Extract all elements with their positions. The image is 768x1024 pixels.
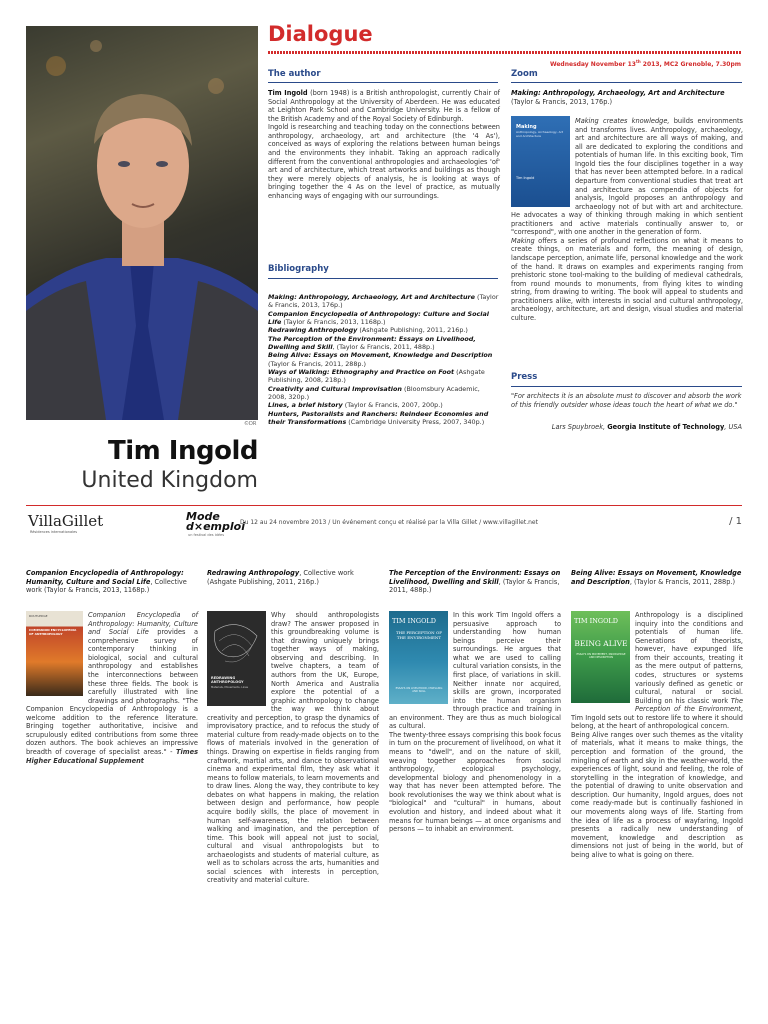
mode-demploi-logo: Mode d×emploi bbox=[186, 510, 245, 534]
title-divider bbox=[268, 51, 742, 54]
book-2-title: Redrawing Anthropology, Collective work (Ashgate Publishing, 2011, 216p.) bbox=[207, 569, 354, 586]
bibliography-heading: Bibliography bbox=[268, 264, 329, 274]
bibliography-item: Redrawing Anthropology (Ashgate Publishing, 2011, 216p.) bbox=[268, 326, 468, 335]
author-rule bbox=[268, 82, 498, 83]
bibliography-item: Ways of Walking: Ethnography and Practice on Foot (Ashgate Publishing, 2008, 218p.) bbox=[268, 367, 485, 385]
mode-demploi-tagline: un festival des idées bbox=[188, 533, 225, 537]
author-portrait bbox=[26, 26, 258, 420]
page-title: Dialogue bbox=[268, 22, 373, 46]
bibliography-item: The Perception of the Environment: Essays on Livelihood, Dwelling and Skill, (Taylor & Francis, 2011, 488p.) bbox=[268, 334, 476, 351]
book-1-description: Companion Encyclopedia of Anthropology: Humanity, Culture and Social Life provides a comprehensive survey of contemporary thinking in biological, social and cultural anthropology and establishes the interconnections between these three fields. The book is carefully illustrated with line drawings and photographs. "The Companion Encyclopedia of Anthropology is a welcome addition to the reference literature. Bringing together authoritative, incisive and scrupulously edited contributions from some three dozen authors. The book achieves an impressive breadth of coverage of specialist areas." - Times Higher Educational Supplement bbox=[26, 611, 198, 765]
book-2-description: Why should anthropologists draw? The answer proposed in this groundbreaking volume is that drawing uniquely brings together ways of making, observing and describing. In twelve chapters, a team of authors from the UK, Europe, North America and Australia explore the potential of a graphic anthropology to change the way we think about creativity and perception, to grasp the dynamics of improvisatory practice, and to refocus the study of material culture from ready-made objects on to the flows of materials involved in the generation of things. Drawing on expertise in fields ranging from craftwork, martial arts, and dance to observational cinema and experimental film, they ask what it means to follow materials, to learn movements and to draw lines. Along the way, they contribute to key debates on what happens in making, the relation between design and performance, how people acquire bodily skills, the place of movement in human self-awareness, the relation between walking and imagination, and the perception of time. This book will appeal not just to social, cultural and visual anthropologists but to archaeologists and students of material culture, as well as to scholars across the arts, humanities and social sciences with interests in perception, creativity and material culture. bbox=[207, 611, 379, 885]
book-4-description: Anthropology is a disciplined inquiry into the conditions and potentials of human life. Generations of theorists, however, have expunged life from their accounts, treating it as the mere output of patterns, codes, structures or systems variously defined as genetic or cultural, natural or social. Building on his classic work The Perception of the Environment, Tim Ingold sets out to restore life to where it should belong, at the heart of anthropological concern. Being Alive ranges over such themes as the vitality of materials, what it means to make things, the perception and formation of the ground, the mingling of earth and sky in the weather-world, the experiences of light, sound and feeling, the role of storytelling in the integration of knowledge, and the potential of drawing to unite observation and description. Our humanity, Ingold argues, does not come ready-made but is continually fashioned in our movements along ways of life. Starting from the idea of life as a process of wayfaring, Ingold presents a radically new understanding of movement, knowledge and description as dimensions not just of being in the world, but of being alive to what is going on there. bbox=[571, 611, 743, 859]
photo-credit: ©DR bbox=[244, 421, 257, 427]
book-3-description: In this work Tim Ingold offers a persuasive approach to understanding how human beings perceive their surroundings. He argues that what we are used to calling cultural variation consists, in the first place, of variations in skill. Neither innate nor acquired, skills are grown, incorporated into the human organism through practice and training in an environment. They are thus as much biological as cultural. The twenty-three essays comprising this book focus in turn on the procurement of livelihood, on what it means to "dwell", and on the nature of skill, weaving together approaches from social anthropology, ecological psychology, developmental biology and phenomenology in a way that has never been attempted before. The book revolutionises the way we think about what is "biological" and "cultural" in humans, about evolution and history, and indeed about what it means for human beings — at once organisms and persons — to inhabit an environment. bbox=[389, 611, 562, 834]
bibliography-item: Lines, a brief history (Taylor & Francis, 2007, 200p.) bbox=[268, 401, 443, 410]
book-3-cover: TIM INGOLD THE PERCEPTION OF THE ENVIRONMENT ESSAYS ON LIVELIHOOD, DWELLING AND SKILL bbox=[389, 611, 448, 704]
press-attribution: Lars Spuybroek, Georgia Institute of Technology, USA bbox=[551, 423, 742, 431]
bibliography-item: Creativity and Cultural Improvisation (Bloomsbury Academic, 2008, 320p.) bbox=[268, 384, 480, 401]
footer-info: Du 12 au 24 novembre 2013 / Un événement conçu et réalisé par la Villa Gillet / www.villagillet.net bbox=[240, 519, 538, 526]
portrait-illustration bbox=[26, 26, 258, 420]
zoom-heading: Zoom bbox=[511, 69, 538, 79]
villa-gillet-logo: VillaGillet bbox=[28, 512, 104, 530]
bibliography-item: Being Alive: Essays on Movement, Knowledge and Description (Taylor & Francis, 2011, 288p.) bbox=[268, 351, 493, 368]
book-2-cover: REDRAWING ANTHROPOLOGY Materials, Movements, Lines bbox=[207, 611, 266, 706]
book-4-title: Being Alive: Essays on Movement, Knowledge and Description, (Taylor & Francis, 2011, 288p.) bbox=[571, 569, 742, 586]
book-3-title: The Perception of the Environment: Essays on Livelihood, Dwelling and Skill, (Taylor & Francis, 2011, 488p.) bbox=[389, 569, 561, 595]
bibliography-rule bbox=[268, 278, 498, 279]
page-number: / 1 bbox=[729, 516, 742, 527]
author-bio: Tim Ingold (born 1948) is a British anthropologist, currently Chair of Social Anthropology at the University of Aberdeen. He was educated at Leighton Park School and Cambridge University. He is a fellow of the British Academy and of the Royal Society of Edinburgh. Ingold is researching and teaching today on the connections between anthropology, archaeology, art and architecture (the '4 As'), conceived as ways of exploring the relations between human beings and the environments they inhabit. Taking an approach radically different from the conventional anthropologies and archaeologies 'of' art and of architecture, which treat artworks and buildings as though they were merely objects of analysis, he is looking at ways of bringing together the 4 As on the level of practice, as mutually enhancing ways of engaging with our surroundings. bbox=[268, 89, 500, 200]
making-book-cover: Making Anthropology, Archaeology, Art and Architecture Tim Ingold bbox=[511, 116, 570, 207]
author-heading: The author bbox=[268, 69, 321, 79]
press-rule bbox=[511, 386, 742, 387]
press-quote: "For architects it is an absolute must to discover and absorb the work of this friendly outsider whose ideas touch the heart of what we do." bbox=[511, 392, 742, 409]
zoom-book-ref: Making: Anthropology, Archaeology, Art and Architecture (Taylor & Francis, 2013, 176p.) bbox=[511, 89, 725, 106]
footer-divider bbox=[26, 505, 742, 506]
book-1-title: Companion Encyclopedia of Anthropology: Humanity, Culture and Social Life, Collective work (Taylor & Francis, 2013, 1168p.) bbox=[26, 569, 187, 595]
bibliography-item: Making: Anthropology, Archaeology, Art and Architecture (Taylor & Francis, 2013, 176p.) bbox=[268, 293, 499, 310]
author-name: Tim Ingold bbox=[108, 436, 258, 466]
event-date: Wednesday November 13th 2013, MC2 Grenoble, 7.30pm bbox=[549, 59, 741, 68]
bibliography-list bbox=[268, 293, 500, 426]
book-1-cover: ROUTLEDGE COMPANION ENCYCLOPEDIA OF ANTHROPOLOGY bbox=[26, 611, 83, 696]
bibliography-item: Hunters, Pastoralists and Ranchers: Reindeer Economies and their Transformations (Cambridge University Press, 2007, 340p.) bbox=[268, 409, 489, 426]
zoom-rule bbox=[511, 82, 742, 83]
zoom-description: Making creates knowledge, builds environments and transforms lives. Anthropology, archaeology, art and architecture are all ways of making, and all are dedicated to exploring the conditions and potentials of human life. In this exciting book, Tim Ingold ties the four disciplines together in a way that has never been attempted before. In a radical departure from conventional studies that treat art and architecture as compendia of objects for analysis, Ingold proposes an anthropology and archaeology not of but with art and architecture. He advocates a way of thinking through making in which sentient practitioners and active materials continually answer to, or "correspond", with one another in the generation of form. Making offers a series of profound reflections on what it means to create things, on materials and form, the meaning of design, landscape perception, animate life, personal knowledge and the work of the hand. It draws on examples and experiments ranging from prehistoric stone tool-making to the building of medieval cathedrals, from round mounds to monuments, from flying kites to winding string, from drawing to writing. The book will appeal to students and practitioners alike, with interests in social and cultural anthropology, archaeology, architecture, art and design, visual studies and material culture. bbox=[511, 117, 743, 322]
press-heading: Press bbox=[511, 372, 538, 382]
bibliography-item: Companion Encyclopedia of Anthropology: Culture and Social Life (Taylor & Francis, 2013, 1168p.) bbox=[268, 309, 489, 326]
author-country: United Kingdom bbox=[81, 468, 258, 493]
book-4-cover: TIM INGOLD BEING ALIVE ESSAYS ON MOVEMENT, KNOWLEDGE AND DESCRIPTION bbox=[571, 611, 630, 703]
villa-gillet-tagline: Résidences internationales bbox=[30, 530, 78, 534]
